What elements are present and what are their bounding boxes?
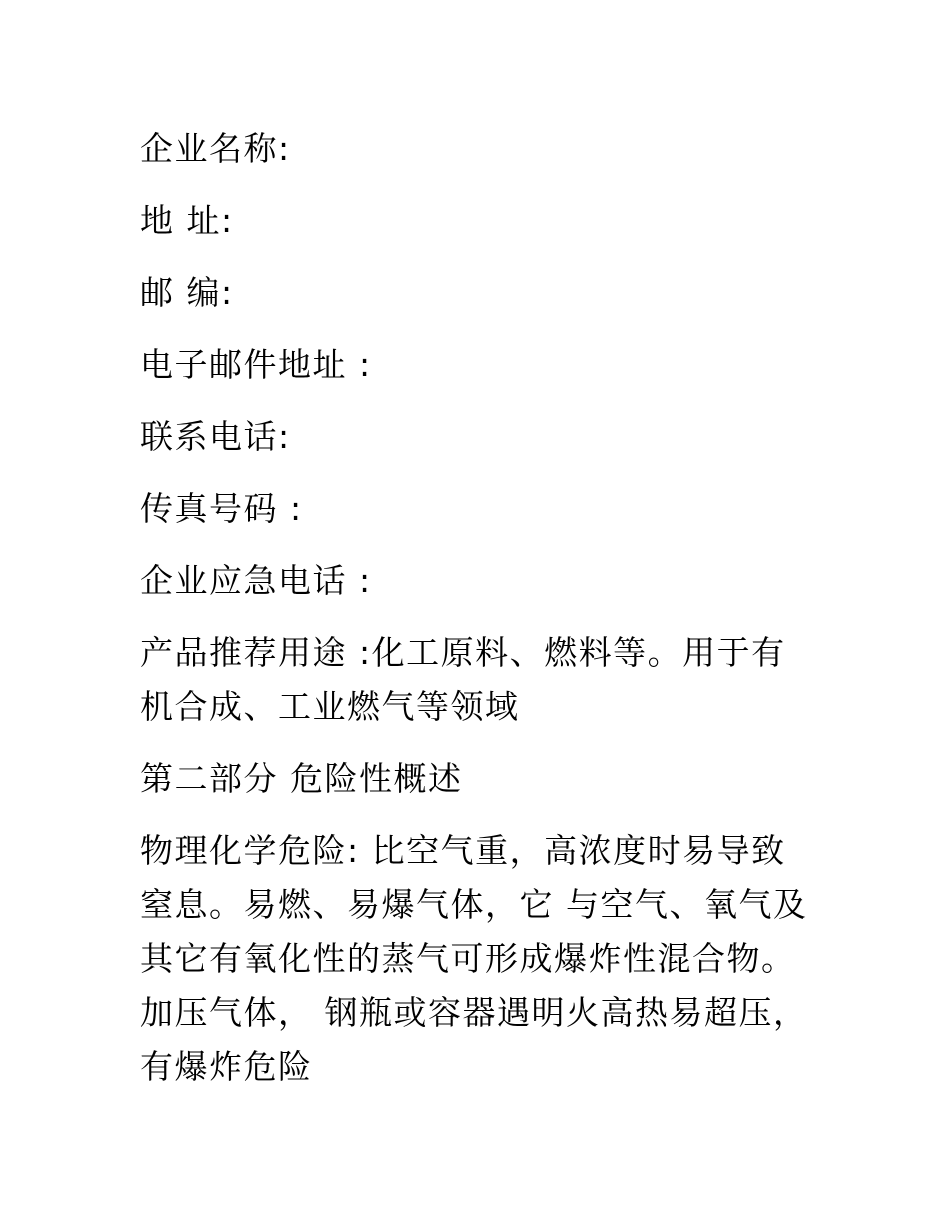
email-label: 电子邮件地址 : bbox=[140, 345, 372, 384]
document-body bbox=[140, 122, 820, 1112]
product-use-paragraph: 产品推荐用途 :化工原料、燃料等。用于有机合成、工业燃气等领域 bbox=[140, 633, 786, 726]
phone-label: 联系电话: bbox=[140, 417, 291, 456]
section-title: 第二部分 危险性概述 bbox=[140, 759, 463, 798]
physical-chemical-hazard-paragraph: 物理化学危险: 比空气重，高浓度时易导致窒息。易燃、易爆气体，它 与空气、氧气及其它有氧化性的蒸气可形成爆炸性混合物。加压气体， 钢瓶或容器遇明火高热易超压，有爆炸危险 bbox=[140, 831, 808, 1086]
address-label: 地 址: bbox=[140, 201, 234, 240]
company-name-label: 企业名称: bbox=[140, 129, 291, 168]
emergency-phone-label: 企业应急电话 : bbox=[140, 561, 372, 600]
postcode-label: 邮 编: bbox=[140, 273, 234, 312]
fax-label: 传真号码 : bbox=[140, 489, 303, 528]
